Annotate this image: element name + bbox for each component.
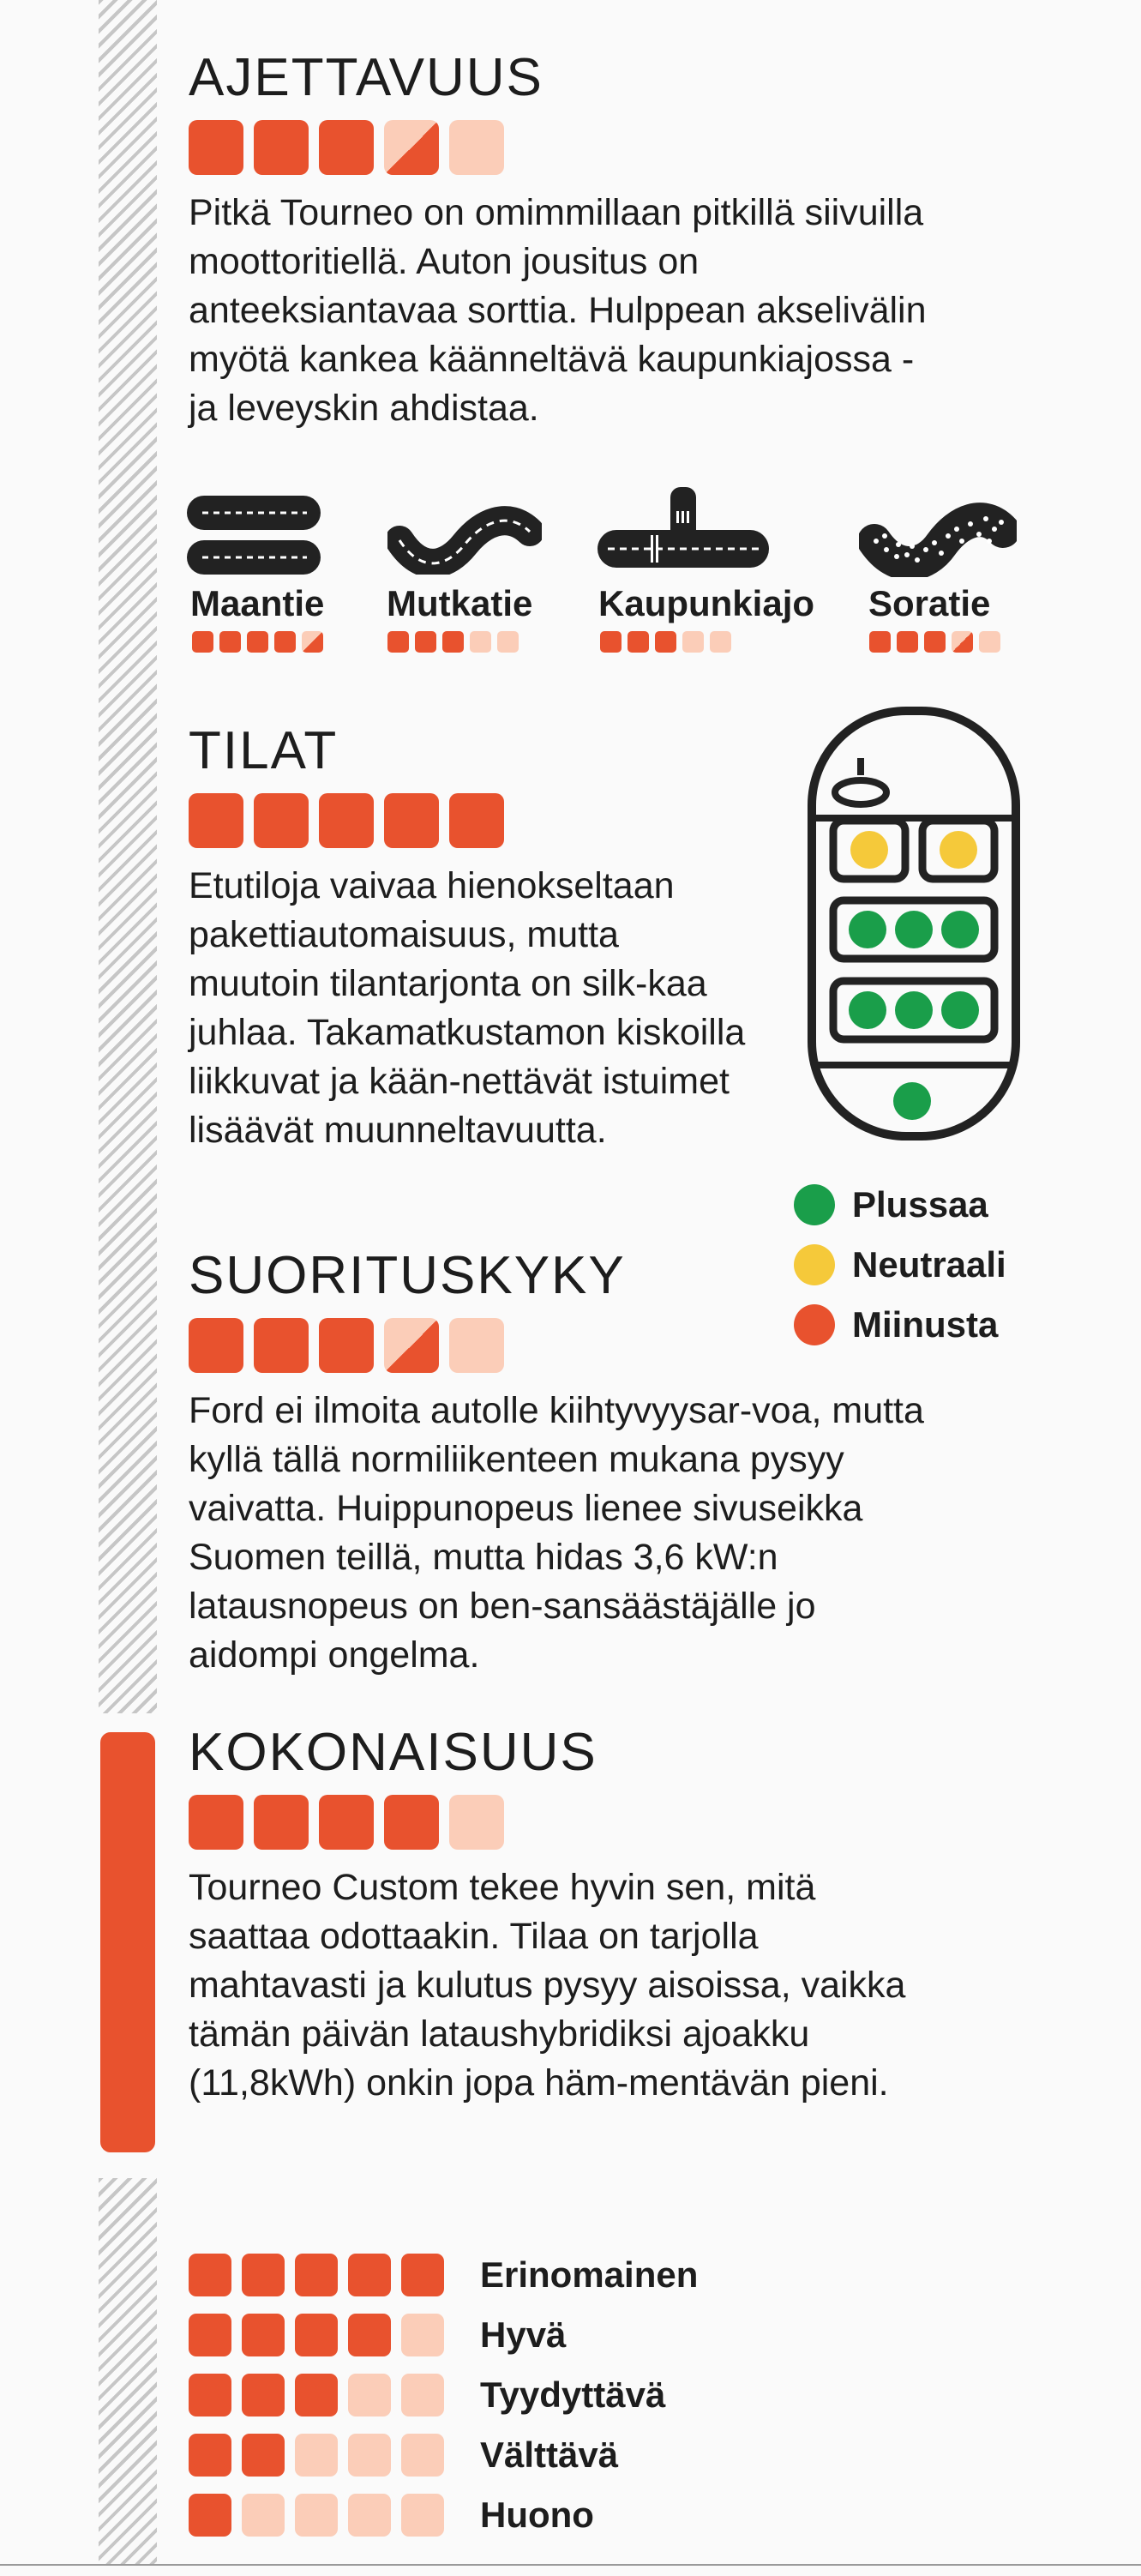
scale-row — [189, 2305, 698, 2365]
rating-square — [384, 120, 439, 175]
rating-square — [242, 2434, 285, 2477]
rating-square — [348, 2374, 391, 2417]
rating-square — [348, 2434, 391, 2477]
rating-square — [655, 631, 676, 653]
scale-label: Hyvä — [480, 2314, 567, 2355]
rating-square — [254, 1795, 309, 1850]
rating-square — [869, 631, 891, 653]
section-text — [189, 1387, 943, 1680]
side-hatch-top — [99, 0, 157, 1713]
rating-square — [979, 631, 1000, 653]
legend-label: Neutraali — [852, 1244, 1006, 1285]
rating-square — [415, 631, 436, 653]
rating-square — [189, 2434, 231, 2477]
rating-square — [319, 1795, 374, 1850]
legend-item-plussaa — [794, 1175, 1006, 1235]
rating-square — [295, 2374, 338, 2417]
rating-square — [242, 2254, 285, 2296]
road-rating-mutkatie — [387, 631, 519, 653]
rating-squares — [189, 1795, 943, 1850]
rating-squares — [189, 793, 789, 848]
rating-square — [384, 793, 439, 848]
rating-square — [295, 2314, 338, 2356]
rating-square — [247, 631, 268, 653]
legend-label: Miinusta — [852, 1304, 999, 1345]
scale-row — [189, 2425, 698, 2485]
rating-square — [189, 2374, 231, 2417]
rating-square — [628, 631, 649, 653]
rating-square — [295, 2494, 338, 2537]
rating-square — [952, 631, 973, 653]
rating-square — [274, 631, 296, 653]
scale-row — [189, 2365, 698, 2425]
highlight-bar — [100, 1732, 155, 2152]
rating-square — [319, 1318, 374, 1373]
rating-square — [189, 2254, 231, 2296]
road-label-soratie: Soratie — [868, 583, 991, 623]
section-title: TILAT — [189, 721, 339, 780]
rating-squares — [189, 2374, 444, 2417]
rating-squares — [189, 2314, 444, 2356]
rating-square — [254, 120, 309, 175]
section-title: KOKONAISUUS — [189, 1723, 598, 1782]
rating-square — [189, 1795, 243, 1850]
section-title: SUORITUSKYKY — [189, 1246, 626, 1305]
rating-square — [189, 2494, 231, 2537]
rating-square — [254, 793, 309, 848]
rating-square — [189, 2314, 231, 2356]
rating-square — [401, 2494, 444, 2537]
rating-square — [319, 793, 374, 848]
section-tilat — [189, 721, 789, 1155]
bottom-rule — [0, 2564, 1141, 2566]
rating-square — [295, 2254, 338, 2296]
rating-square — [449, 1318, 504, 1373]
rating-square — [348, 2314, 391, 2356]
rating-square — [401, 2254, 444, 2296]
side-hatch-bottom — [99, 2178, 157, 2564]
rating-square — [319, 120, 374, 175]
road-rating-kaupunkiajo — [600, 631, 731, 653]
rating-square — [242, 2494, 285, 2537]
rating-square — [192, 631, 213, 653]
rating-square — [924, 631, 946, 653]
rating-square — [348, 2254, 391, 2296]
scale-label: Tyydyttävä — [480, 2374, 666, 2415]
section-text — [189, 1863, 943, 2108]
road-rating-soratie — [869, 631, 1000, 653]
section-paragraph: Tourneo Custom tekee hyvin sen, mitä saattaa odottaakin. Tilaa on tarjolla mahtavasti ja kulutus pysyy aisoissa, vaikka tämän päivän lataushybridiksi ajoakku (11,8kWh) onkin jopa häm-mentävän pieni. — [189, 1867, 906, 2104]
rating-square — [600, 631, 622, 653]
section-suorituskyky — [189, 1246, 943, 1680]
section-paragraph: Ford ei ilmoita autolle kiihtyvyysar-voa, mutta kyllä tällä normiliikenteen mukana pysyy vaivatta. Huippunopeus lienee sivuseikka Suomen teillä, mutta hidas 3,6 kW:n latausnopeus on ben-sansäästäjälle jo aidompi ongelma. — [189, 1390, 924, 1676]
scale-label: Huono — [480, 2495, 594, 2535]
rating-square — [401, 2314, 444, 2356]
scale-label: Erinomainen — [480, 2254, 699, 2295]
rating-squares — [189, 2494, 444, 2537]
road-label-maantie: Maantie — [190, 583, 325, 623]
rating-square — [449, 793, 504, 848]
section-paragraph: Pitkä Tourneo on omimmillaan pitkillä siivuilla moottoritiellä. Auton jousitus on anteeksiantavaa sorttia. Hulppean akselivälin myötä kankea käänneltävä kaupunkiajossa - ja leveyskin ahdistaa. — [189, 192, 927, 429]
rating-square — [897, 631, 918, 653]
section-kokonaisuus — [189, 1723, 943, 2108]
scale-label: Välttävä — [480, 2435, 619, 2475]
rating-squares — [189, 1318, 943, 1373]
rating-square — [295, 2434, 338, 2477]
section-ajettavuus — [189, 48, 960, 433]
section-text — [189, 862, 789, 1155]
scale-row — [189, 2245, 698, 2305]
rating-square — [189, 120, 243, 175]
rating-square — [189, 1318, 243, 1373]
rating-square — [470, 631, 491, 653]
road-label-mutkatie: Mutkatie — [387, 583, 533, 623]
rating-square — [384, 1318, 439, 1373]
rating-scale — [189, 2245, 698, 2545]
rating-square — [387, 631, 409, 653]
rating-square — [401, 2374, 444, 2417]
gravel-road-icon — [859, 500, 1017, 577]
rating-square — [254, 1318, 309, 1373]
rating-square — [189, 793, 243, 848]
section-title: AJETTAVUUS — [189, 48, 543, 107]
rating-square — [682, 631, 704, 653]
rating-square — [242, 2374, 285, 2417]
highway-icon — [187, 496, 321, 578]
rating-square — [449, 1795, 504, 1850]
rating-square — [449, 120, 504, 175]
rating-square — [348, 2494, 391, 2537]
rating-square — [710, 631, 731, 653]
rating-square — [401, 2434, 444, 2477]
city-road-icon — [598, 487, 769, 573]
section-text — [189, 189, 960, 433]
rating-square — [302, 631, 323, 653]
winding-road-icon — [387, 506, 542, 575]
scale-row — [189, 2485, 698, 2545]
rating-squares — [189, 2434, 444, 2477]
rating-square — [219, 631, 241, 653]
rating-square — [497, 631, 519, 653]
rating-square — [242, 2314, 285, 2356]
section-paragraph: Etutiloja vaivaa hienokseltaan pakettiautomaisuus, mutta muutoin tilantarjonta on silk-kaa juhlaa. Takamatkustamon kiskoilla liikkuvat ja kään-nettävät istuimet lisäävät muunneltavuutta. — [189, 865, 746, 1151]
rating-square — [384, 1795, 439, 1850]
seat-layout-icon — [808, 707, 1020, 1141]
green-dot-icon — [794, 1184, 835, 1225]
road-label-kaupunkiajo: Kaupunkiajo — [598, 583, 815, 623]
rating-squares — [189, 2254, 444, 2296]
rating-square — [442, 631, 464, 653]
road-rating-maantie — [192, 631, 323, 653]
rating-squares — [189, 120, 960, 175]
legend-label: Plussaa — [852, 1184, 988, 1225]
